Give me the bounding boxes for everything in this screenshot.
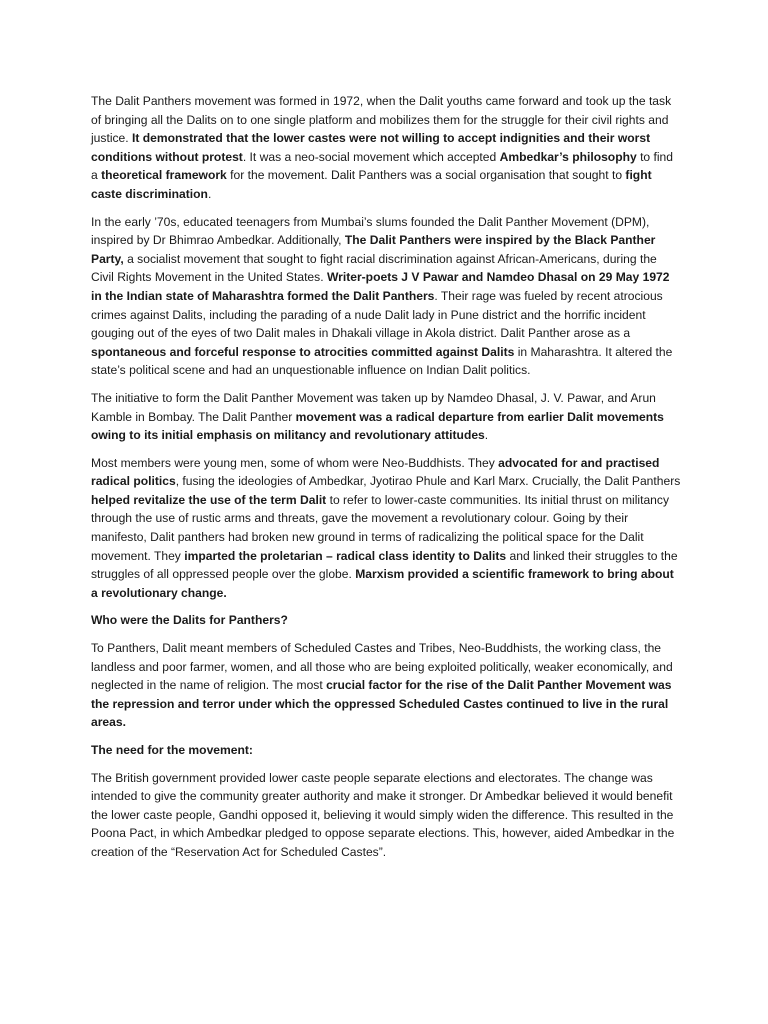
text-run: . Their rage was fueled by recent atrocious crimes against Dalits, including the parading of a nude Dalit lady in Pune district and the horrific incident gouging out of the eyes of two Dalit males in Dhakali village in Akola district. Dalit Panther arose as a — [91, 288, 663, 341]
bold-text-run: helped revitalize the use of the term Dalit — [91, 492, 327, 507]
bold-text-run: advocated for and practised radical politics — [91, 455, 660, 489]
text-run: for the movement. Dalit Panthers was a social organisation that sought to — [226, 168, 626, 183]
bold-text-run: imparted the proletarian – radical class identity to Dalits — [184, 548, 507, 563]
paragraph-formation — [91, 92, 681, 204]
heading-need-for-movement — [91, 741, 681, 760]
text-run: . — [484, 428, 489, 443]
bold-text-run: The Dalit Panthers were inspired by the Black Panther Party, — [91, 233, 656, 266]
text-run: , fusing the ideologies of Ambedkar, Jyotirao Phule and Karl Marx. Crucially, the Dalit Panthers — [175, 474, 681, 489]
paragraph-early-70s — [91, 213, 681, 380]
paragraph-initiative — [91, 389, 681, 445]
text-run: The Dalit Panthers movement was formed in 1972, when the Dalit youths came forward and took up the task of bringing all the Dalits on to one single platform and mobilizes them for the struggle for their civil rights and justice. — [91, 94, 672, 146]
bold-text-run: fight caste discrimination — [91, 168, 652, 201]
paragraph-to-panthers — [91, 639, 681, 732]
text-run: Most members were young men, some of whom were Neo-Buddhists. They — [91, 455, 499, 470]
text-run: . — [207, 186, 212, 201]
text-run: To Panthers, Dalit meant members of Scheduled Castes and Tribes, Neo-Buddhists, the working class, the landless and poor farmer, women, and all those who are being exploited politically, weaker economically, and neglected in the name of religion. The most — [91, 641, 673, 693]
text-run: and linked their struggles to the struggles of all oppressed people over the globe. — [91, 548, 678, 582]
paragraph-british-government — [91, 769, 681, 862]
bold-text-run: crucial factor for the rise of the Dalit Panther Movement was the repression and terror under which the oppressed Scheduled Castes continued to live in the rural areas. — [91, 678, 672, 730]
text-run: . It was a neo-social movement which accepted — [242, 149, 500, 164]
paragraph-members — [91, 454, 681, 603]
document-page — [91, 92, 681, 871]
bold-text-run: Marxism provided a scientific framework to bring about a revolutionary change. — [91, 567, 674, 600]
bold-text-run: spontaneous and forceful response to atrocities committed against Dalits — [91, 344, 515, 359]
text-run: The British government provided lower caste people separate elections and electorates. The change was intended to give the community greater authority and make it stronger. Dr Ambedkar believed it would benefit the lower caste people, Gandhi opposed it, believing it would simply widen the difference. This resulted in the Poona Pact, in which Ambedkar pledged to oppose separate elections. This, however, aided Ambedkar in the creation of the “Reservation Act for Scheduled Castes”. — [91, 770, 675, 859]
text-run: In the early ’70s, educated teenagers from Mumbai’s slums founded the Dalit Panther Movement (DPM), inspired by Dr Bhimrao Ambedkar. Additionally, — [91, 214, 650, 248]
text-run: The initiative to form the Dalit Panther Movement was taken up by Namdeo Dhasal, J. V. Pawar, and Arun Kamble in Bombay. The Dalit Panther — [91, 390, 656, 424]
bold-text-run: theoretical framework — [101, 168, 227, 183]
bold-text-run: movement was a radical departure from earlier Dalit movements owing to its initial emphasis on militancy and revolutionary attitudes — [91, 409, 664, 443]
bold-text-run: The need for the movement: — [91, 743, 253, 757]
bold-text-run: It demonstrated that the lower castes were not willing to accept indignities and their worst conditions without protest — [91, 131, 651, 164]
bold-text-run: Who were the Dalits for Panthers? — [91, 613, 288, 628]
text-run: in Maharashtra. It altered the state’s political scene and had an unquestionable influence on Indian Dalit politics. — [91, 344, 673, 378]
text-run: a socialist movement that sought to fight racial discrimination against African-Americans, during the Civil Rights Movement in the United States. — [91, 251, 657, 285]
text-run: to refer to lower-caste communities. Its initial thrust on militancy through the use of rustic arms and threats, gave the movement a revolutionary colour. Going by their manifesto, Dalit panthers had broken new ground in terms of radicalizing the political space for the Dalit movement. They — [91, 492, 669, 563]
heading-who-were-dalits — [91, 611, 681, 630]
bold-text-run: Writer-poets J V Pawar and Namdeo Dhasal on 29 May 1972 in the Indian state of Maharashtra formed the Dalit Panthers — [91, 270, 670, 303]
text-run: to find a — [91, 149, 674, 183]
bold-text-run: Ambedkar’s philosophy — [499, 149, 637, 164]
